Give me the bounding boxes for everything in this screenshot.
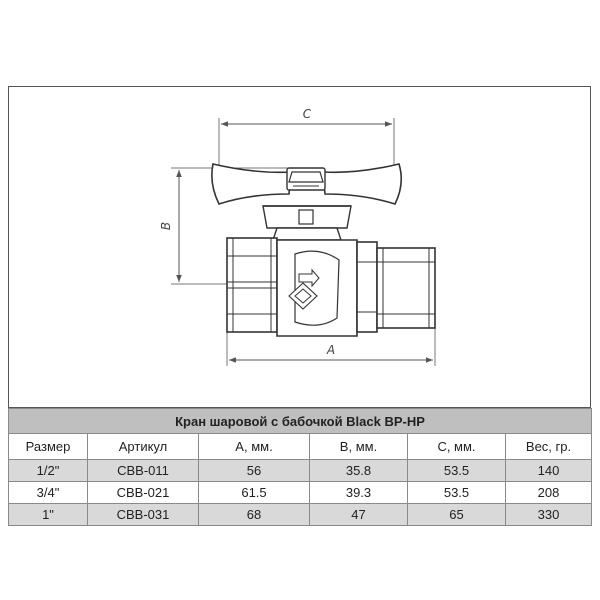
dimension-b-label: B bbox=[159, 221, 173, 231]
cell-article: СВВ-031 bbox=[88, 504, 199, 526]
cell-a: 56 bbox=[199, 460, 310, 482]
header-weight: Вес, гр. bbox=[506, 434, 592, 460]
cell-c: 53.5 bbox=[408, 460, 506, 482]
valve-body bbox=[227, 228, 435, 336]
header-b: В, мм. bbox=[310, 434, 408, 460]
table-header-row bbox=[9, 434, 592, 460]
cell-c: 65 bbox=[408, 504, 506, 526]
ball-valve-drawing bbox=[9, 87, 590, 407]
header-a: А, мм. bbox=[199, 434, 310, 460]
table-title: Кран шаровой с бабочкой Black ВР-НР bbox=[9, 409, 592, 434]
butterfly-handle-icon bbox=[212, 164, 401, 228]
cell-b: 47 bbox=[310, 504, 408, 526]
cell-b: 39.3 bbox=[310, 482, 408, 504]
header-c: С, мм. bbox=[408, 434, 506, 460]
table-row bbox=[9, 482, 592, 504]
dimension-c-label: C bbox=[302, 107, 312, 121]
cell-size: 1" bbox=[9, 504, 88, 526]
cell-article: СВВ-021 bbox=[88, 482, 199, 504]
table-title-row bbox=[9, 409, 592, 434]
spec-table bbox=[8, 408, 592, 526]
dimension-a-label: A bbox=[326, 343, 336, 357]
cell-weight: 208 bbox=[506, 482, 592, 504]
cell-size: 1/2" bbox=[9, 460, 88, 482]
technical-drawing bbox=[8, 86, 591, 408]
cell-size: 3/4" bbox=[9, 482, 88, 504]
header-size: Размер bbox=[9, 434, 88, 460]
table-row bbox=[9, 460, 592, 482]
cell-article: СВВ-011 bbox=[88, 460, 199, 482]
cell-b: 35.8 bbox=[310, 460, 408, 482]
cell-a: 61.5 bbox=[199, 482, 310, 504]
cell-c: 53.5 bbox=[408, 482, 506, 504]
cell-weight: 330 bbox=[506, 504, 592, 526]
cell-a: 68 bbox=[199, 504, 310, 526]
header-article: Артикул bbox=[88, 434, 199, 460]
cell-weight: 140 bbox=[506, 460, 592, 482]
table-row bbox=[9, 504, 592, 526]
